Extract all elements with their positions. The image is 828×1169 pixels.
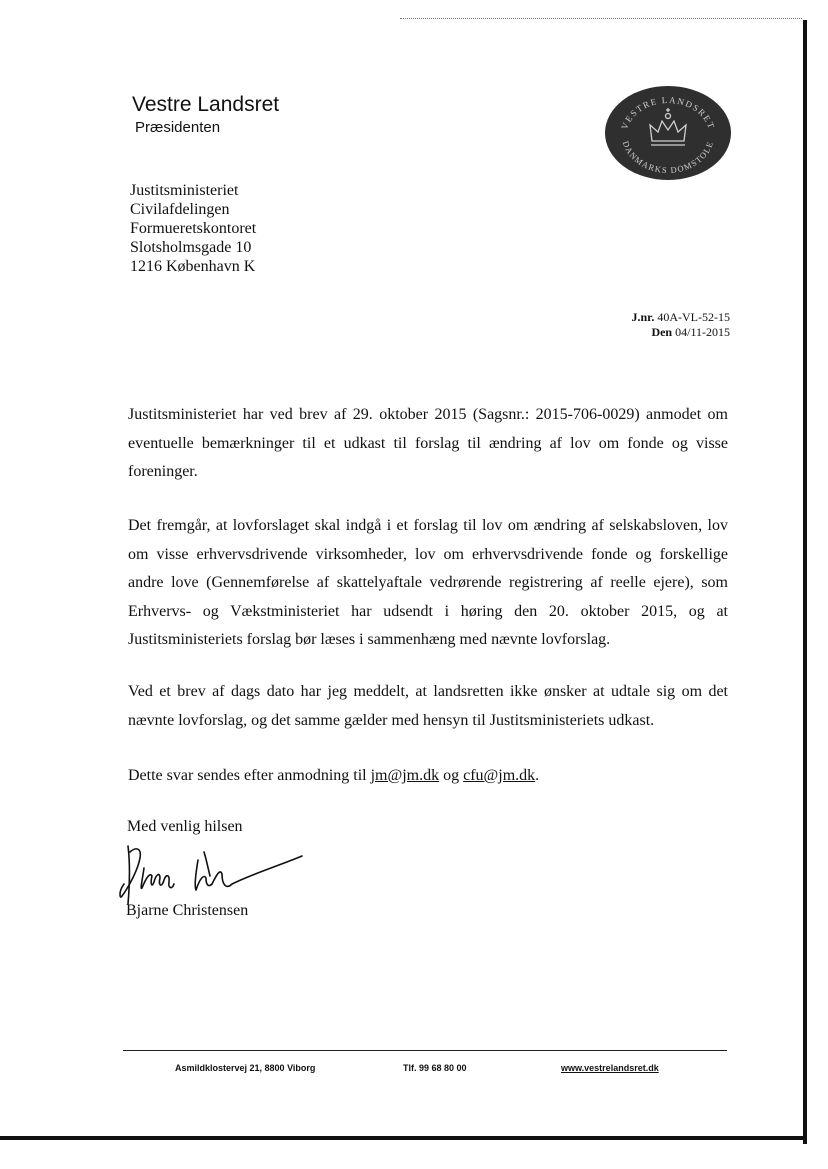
body-paragraph-4 xyxy=(128,762,728,791)
closing-greeting: Med venlig hilsen xyxy=(127,818,243,835)
court-subtitle: Præsidenten xyxy=(135,119,221,136)
recipient-line: Civilafdelingen xyxy=(130,201,230,218)
footer-address: Asmildklostervej 21, 8800 Viborg xyxy=(175,1063,316,1073)
scan-edge-line xyxy=(400,18,802,19)
date-value: 04/11-2015 xyxy=(675,325,730,339)
signer-name: Bjarne Christensen xyxy=(126,902,249,919)
recipient-line: 1216 København K xyxy=(130,258,256,275)
body-paragraph-3: Ved et brev af dags dato har jeg meddelt, at landsretten ikke ønsker at udtale sig om det nævnte lovforslag, og det samme gælder med hensyn til Justitsministeriets udkast. xyxy=(128,683,728,729)
seal-top-text: VESTRE LANDSRET xyxy=(619,94,717,131)
date-label: Den xyxy=(651,325,673,339)
p4-suffix: . xyxy=(535,767,540,784)
court-seal-logo xyxy=(604,85,732,181)
reference-block xyxy=(631,310,730,340)
seal-bottom-text: DANMARKS DOMSTOLE xyxy=(620,139,716,176)
footer-website-link[interactable]: www.vestrelandsret.dk xyxy=(561,1063,659,1073)
body-paragraph-2: Det fremgår, at lovforslaget skal indgå i et forslag til lov om ændring af selskabsloven, lov om visse erhvervsdrivende virksomheder, lov om erhvervsdrivende fonde og forskellige andre love (Gennemførelse af skattelyaftale vedrørende registrering af reelle ejere), som Erhvervs- og Vækstministeriet har udsendt i høring den 20. oktober 2015, og at Justitsministeriets forslag bør læses i sammenhæng med nævnte lovforslag. xyxy=(128,517,728,648)
footer-phone: Tlf. 99 68 80 00 xyxy=(403,1063,467,1073)
p4-join: og xyxy=(443,767,460,784)
recipient-address xyxy=(130,181,256,276)
recipient-line: Formueretskontoret xyxy=(130,220,257,237)
scan-border-right xyxy=(803,20,807,1144)
email-link-cfu[interactable]: cfu@jm.dk xyxy=(463,767,536,784)
court-name: Vestre Landsret xyxy=(132,93,280,116)
body-paragraph-1: Justitsministeriet har ved brev af 29. oktober 2015 (Sagsnr.: 2015-706-0029) anmodet om eventuelle bemærkninger til et udkast til forslag til ændring af lov om fonde og visse foreninger. xyxy=(128,406,728,480)
jnr-label: J.nr. xyxy=(631,310,655,324)
p4-prefix: Dette svar sendes efter anmodning til xyxy=(128,767,367,784)
handwritten-signature xyxy=(112,838,312,910)
jnr-value: 40A-VL-52-15 xyxy=(657,310,730,324)
recipient-line: Justitsministeriet xyxy=(130,182,239,199)
footer-divider xyxy=(123,1050,727,1051)
email-link-jm[interactable]: jm@jm.dk xyxy=(370,767,440,784)
scan-border-bottom xyxy=(0,1136,806,1140)
recipient-line: Slotsholmsgade 10 xyxy=(130,239,252,256)
